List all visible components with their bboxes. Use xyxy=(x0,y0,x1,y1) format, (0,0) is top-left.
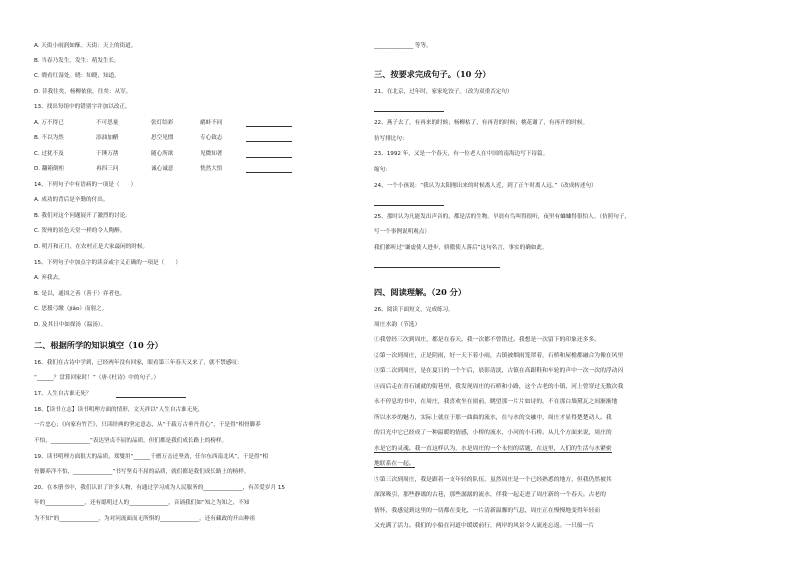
q17-line: 17、人生自古谁无死？ xyxy=(34,391,92,397)
q13-cell: A. 万不得已 xyxy=(34,120,64,126)
section-4-title: 四、阅读理解。（20 分） xyxy=(374,287,467,297)
q13-cell: 随心所欲 xyxy=(151,151,174,157)
q22-imitate: 仿写排比句： xyxy=(374,136,408,142)
passage-line-underlined xyxy=(374,445,766,453)
q23-line: 23、1992 年，又是一个春天，有一位老人在中国的南海边写下诗篇。 xyxy=(374,151,549,157)
q15-option-a: A. 弃我去。 xyxy=(34,275,64,281)
passage-title: 周庄水韵（节选） xyxy=(374,322,421,328)
passage-line: 情怀，我感觉到这里的一切都在变化，一片清新温馨的气息，周庄正在慢慢地变得年轻而 xyxy=(374,508,601,514)
q14-option-c: C. 贺州的景色天堂一样的令人陶醉。 xyxy=(34,228,126,234)
q14-stem: 14、下列句子中有语病的一项是（ ） xyxy=(34,182,137,188)
q14-option-b: B. 我们对这个问题展开了激烈的讨论。 xyxy=(34,213,131,219)
q20-line-2: 年的______________，还有聪明过人的______________，音诵我们如“知之为知之，不知 xyxy=(34,500,250,506)
q13-cell: 鹬蚌不同 xyxy=(200,120,223,126)
q12-option-d: D. 昔我往矣，杨柳依依。往矣：从军。 xyxy=(34,89,132,95)
q18-line-1: 18、【读书立志】读书明理方面的情形，文天祥以“人生自古谁无死， xyxy=(34,407,204,413)
q21-line: 21、在北京，过年时，家家吃饺子。（改为双重否定句） xyxy=(374,89,513,95)
q13-cell: 诚心诚意 xyxy=(151,166,174,172)
passage-line: ①我曾经三次到周庄，都是在春天。我一次都不曾错过。我想是一次留下的印象还多多。 xyxy=(374,337,601,343)
q16-line-2: “______？盘算回家时！”（唐·《杜诗》中的句子。） xyxy=(34,375,160,381)
q13-answer-blank[interactable] xyxy=(246,140,292,142)
q23-shrink: 缩句： xyxy=(374,167,391,173)
q13-cell: D. 翻箱倒柜 xyxy=(34,166,65,172)
q25-line-3: 我们都听过“谦虚使人进步，骄傲使人落后”这句名言，事实的确如此。 xyxy=(374,245,548,251)
right-column xyxy=(374,0,766,562)
q15-stem: 15、下列句子中加点字的读音或字义正确的一项是（ ） xyxy=(34,260,181,266)
q12-option-c: C. 晓看红湿处。晓：知晓，知道。 xyxy=(34,73,120,79)
q13-cell: 添油加醋 xyxy=(96,135,119,141)
q19-line-2: 骨脚养洋不怕，______________”书写坚贞不屈的品质，就们都是我们成长路上的榜样。 xyxy=(34,469,250,475)
q25-answer-blank[interactable] xyxy=(374,266,500,268)
q13-answer-blank[interactable] xyxy=(246,171,292,173)
q20-line-3: 为不知”的______________，为对问流面而无所惧的______________，还有藏政的开山种祖 xyxy=(34,516,256,522)
q20-line-1: 20、在本册书中，我们认识了许多人物，有通过学习成为人民服务的______________，有苦爱岁月 15 xyxy=(34,485,285,491)
q14-option-a: A. 成功的背后是辛勤的付出。 xyxy=(34,197,109,203)
passage-line: ④而后走在青石铺就的街巷里，我发现周庄的石桥和小路，这个古老的小镇，河上曾穿过无数次我 xyxy=(374,384,624,390)
passage-line: ②第一次到周庄，正是阴雨，好一天下着小雨，古镇被烟雨笼罩着，石桥和屋檐都融合为像在风里 xyxy=(374,353,624,359)
q25-line-1: 25、那时认为凡能发出声音的，都是活的生物。早晨有鸟叫得很听，夜里有蛐蛐得很怕人。（仿照句子， xyxy=(374,214,631,220)
q13-cell: 再四三问 xyxy=(96,166,119,172)
q21-answer-blank[interactable] xyxy=(374,110,444,112)
q12-option-a: A. 天街小雨润如酥。天街：天上的街道。 xyxy=(34,43,137,49)
passage-line: 深深吸引，那些静谧的古巷，那些潺潺的流水，伴我一起走进了周庄新的一个春天。古老的 xyxy=(374,492,606,498)
passage-underline: 水是它的灵魂。我一直这样认为，水是周庄的一个永恒的话题，在这里，人们的生活与水紧密 xyxy=(374,446,612,452)
passage-line-underlined xyxy=(374,460,766,468)
section-2-title: 二、根据所学的知识填空（10 分） xyxy=(34,340,163,350)
passage-line: 的目光中它已经成了一种温暖的情感，小桥的流水，小河的小石桥。从几个方面来说，周庄的 xyxy=(374,430,612,436)
q16-line-1: 16、我们在古诗中学到，已经两年没有回家，眼看第三年春天又来了，就不禁感叹： xyxy=(34,360,243,366)
q25-line-2: 写一个事例说明观点） xyxy=(374,229,430,235)
passage-line: 永不停息的书中，在周庄，我喜欢坐在窗前，眺望那一片片如诗的，不在那白墙黛瓦之间渐渐地 xyxy=(374,399,618,405)
q13-cell: 不可思量 xyxy=(96,120,119,126)
q24-answer-blank[interactable] xyxy=(374,204,444,206)
q13-cell: 思空见惯 xyxy=(151,135,174,141)
q13-cell: 千锤万凿 xyxy=(96,151,119,157)
q24-line: 24、一个小孩说：“我认为太阳刚出来的时候离人近，到了正午时离人远。”（改成转述句） xyxy=(374,183,597,189)
q13-cell: B. 不以为然 xyxy=(34,135,64,141)
q26-line: 26、阅读下面短文，完成练习。 xyxy=(374,307,454,313)
q15-option-b: B. 是以，通国之善（善于）弈者也。 xyxy=(34,291,126,297)
passage-line: 所以水乡的魅力，实际上就在于那一曲曲的流水，在与水的交融中，周庄才显得楚楚动人。我 xyxy=(374,415,612,421)
q13-cell: 恍然大悟 xyxy=(200,166,223,172)
q13-answer-blank[interactable] xyxy=(246,125,292,127)
passage-line: ③第二次到周庄，是在夏日的一个午后，晨影清淡，古镇在高跟鞋和车轮的声中一次一次的浮动闪 xyxy=(374,368,624,374)
passage-underline: 地联系在一起。 xyxy=(374,461,415,467)
q22-line: 22、燕子去了，有再来的时候；杨柳枯了，有再青的时候；桃花谢了，有再开的时候。 xyxy=(374,120,589,126)
q15-option-c: C. 思援弓缴（jiǎo）而射之。 xyxy=(34,306,108,312)
q13-cell: 见微知著 xyxy=(200,151,223,157)
q12-option-b: B. 当春乃发生。发生：萌发生长。 xyxy=(34,58,120,64)
passage-line: ⑤第三次到周庄，我是跟着一支年轻的队伍，虽然周庄是一个已经熟悉的地方，但我仍然被其 xyxy=(374,477,612,483)
q19-line-1: 19、读书明理方面很大的品质，郑燮用“______千磨万击还坚劲，任尔东西南北风”，于是得“相 xyxy=(34,454,268,460)
q13-answer-blank[interactable] xyxy=(246,156,292,158)
q15-option-d: D. 及其日中如探汤（温汤）。 xyxy=(34,322,107,328)
q13-cell: 张灯结彩 xyxy=(151,120,174,126)
q18-line-3: 不怕，______________”表达坚贞不屈的品质，但们都是我们成长路上的榜样。 xyxy=(34,438,228,444)
q17-answer-blank[interactable] xyxy=(116,396,186,398)
left-column xyxy=(34,0,354,562)
passage-line: 又充满了活力。我们的小船在河道中缓缓前行，两岸的风景令人流连忘返。一只船一片 xyxy=(374,523,595,529)
q13-stem: 13、找出每组中的错别字并加以改正。 xyxy=(34,104,131,110)
q13-cell: C. 过犹不及 xyxy=(34,151,64,157)
section-3-title: 三、按要求完成句子。（10 分） xyxy=(374,69,491,79)
q18-line-2: 一片忠心；《向家有竹芒》，只读经典的坚定意志，从“千载万古垂丹青心”，于是得“相骨脚养 xyxy=(34,422,261,428)
q20-tail: ______________ 等等。 xyxy=(374,43,432,49)
q13-cell: 专心致志 xyxy=(200,135,223,141)
q14-option-d: D. 明月和正月，在农村正是大家最闲的时候。 xyxy=(34,244,149,250)
